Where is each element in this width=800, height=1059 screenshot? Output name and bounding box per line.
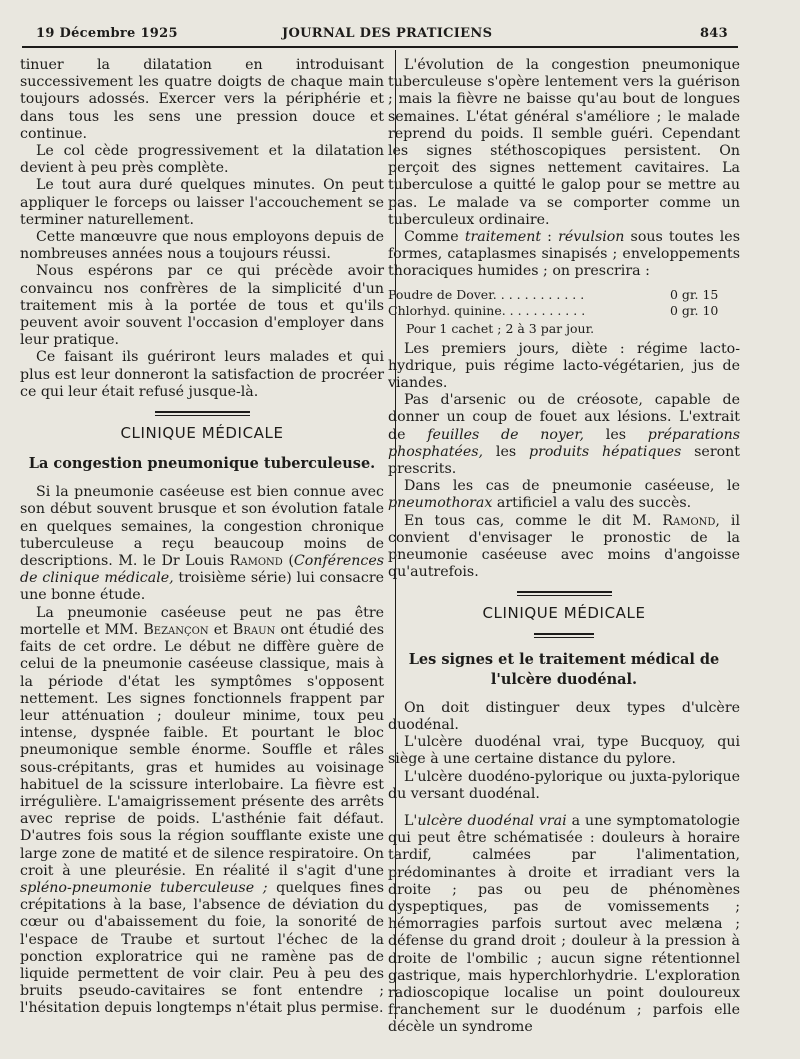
page-header <box>22 26 728 44</box>
text-run: ont étudié des faits de cet ordre. Le début ne diffère guère de celui de la pneumonie caséeuse classique, mais à la période d'état les symptômes s'opposent nettement. Les signes fonctionnels frappent par leur atténuation ; douleur minime, toux peu intense, dyspnée faible. Et pourtant le bloc pneumonique semble énorme. Souffle et râles sous-crépitants, gras et humides au voisinage habituel de la scissure interlobaire. La fièvre est irrégulière. L'amaigrissement présente des arrêts avec reprise de poids. L'asthénie fait défaut. D'autres fois sous la région soufflante existe une large zone de matité et de silence respiratoire. On croit à une pleurésie. En réalité il s'agit d'une <box>20 621 384 879</box>
article-title: La congestion pneumonique tuberculeuse. <box>28 455 376 473</box>
text-run: seront prescrits. <box>388 443 740 478</box>
section-separator <box>155 411 250 416</box>
section-heading: CLINIQUE MÉDICALE <box>482 604 646 623</box>
formula-dose: 0 gr. 10 <box>670 302 719 318</box>
paragraph: Nous espérons par ce qui précède avoir convaincu nos confrères de la simplicité d'un traitement mis à la portée de tous et qu'ils peuvent avoir souvent l'occasion d'employer dans leur pratique. <box>20 263 384 349</box>
author-name: Braun <box>232 621 276 638</box>
text-run: il convient d'envisager le pronostic de la pneumonie caséeuse avec moins d'angoisse qu'autrefois. <box>388 512 740 581</box>
formula-note: Pour 1 cachet ; 2 à 3 par jour. <box>406 320 595 336</box>
paragraph <box>388 478 740 512</box>
prescription-formula <box>388 287 740 337</box>
italic-term: ulcère duodénal vrai <box>417 812 567 829</box>
text-run: les <box>584 426 648 443</box>
paragraph <box>388 392 740 478</box>
header-page-number: 843 <box>699 26 728 41</box>
text-run: et <box>208 621 233 638</box>
section-separator <box>534 633 594 638</box>
left-column <box>20 57 384 1018</box>
paragraph <box>20 484 384 604</box>
formula-dose: 0 gr. 15 <box>670 286 719 302</box>
paragraph: L'ulcère duodénal vrai, type Bucquoy, qui siège à une certaine distance du pylore. <box>388 734 740 768</box>
paragraph: Le col cède progressivement et la dilatation devient à peu près complète. <box>20 143 384 177</box>
paragraph: tinuer la dilatation en introduisant successivement les quatre doigts de chaque main toujours adossés. Exercer vers la périphérie et dans tous les sens une pression douce et continue. <box>20 57 384 142</box>
paragraph <box>388 813 740 1037</box>
text-run: artificiel a valu des succès. <box>492 495 692 512</box>
paragraph: Cette manœuvre que nous employons depuis de nombreuses années nous a toujours réussi. <box>20 229 384 263</box>
text-run: quelques fines crépitations à la base, l'absence de déviation du cœur ou d'abaissement du foie, la sonorité de l'espace de Traube et surtout l'échec de la ponction exploratrice qui ne ramène pas de liquide permettent de voir clair. Peu à peu des bruits pseudo-cavitaires se font entendre ; l'hésitation depuis longtemps n'était plus permise. <box>20 879 384 1017</box>
text-run: : <box>541 229 559 246</box>
paragraph: L'ulcère duodéno-pylorique ou juxta-pylorique du versant duodénal. <box>388 768 740 802</box>
text-run: Si la pneumonie caséeuse est bien connue avec son début souvent brusque et son évolution fatale en quelques semaines, la congestion chronique tuberculeuse a reçu beaucoup moins de descriptions. M. le Dr Louis <box>20 484 384 570</box>
paragraph: Le tout aura duré quelques minutes. On peut appliquer le forceps ou laisser l'accouchement se terminer naturellement. <box>20 177 384 228</box>
section-separator <box>517 591 612 596</box>
italic-term: pneumothorax <box>388 495 493 512</box>
paragraph: On doit distinguer deux types d'ulcère duodénal. <box>388 699 740 733</box>
paragraph <box>388 513 740 582</box>
italic-reference: Conférences de clinique médicale, <box>20 553 385 587</box>
paragraph: Les premiers jours, diète : régime lacto-hydrique, puis régime lacto-végétarien, jus de viandes. <box>388 340 740 392</box>
formula-ingredient: Chlorhyd. quinine. . . . . . . . . . . <box>388 302 586 318</box>
italic-term: révulsion <box>558 229 625 246</box>
paragraph <box>388 229 740 281</box>
text-run: ( <box>282 553 294 570</box>
text-run: a une symptomatologie qui peut être schématisée : douleurs à horaire tardif, calmées par l'alimentation, prédominantes à droite et irradiant vers la droite ; pas ou peu de phénomènes dyspeptiques, pas de vomissements ; hémorragies parfois surtout avec melæna ; défense du grand droit ; douleur à la pression à droite de l'ombilic ; aucun signe rétentionnel gastrique, mais hyperchlorhydrie. L'exploration radioscopique localise un point douloureux franchement sur le duodénum ; parfois elle décèle un syndrome <box>388 812 741 1036</box>
right-column <box>388 57 740 1037</box>
paragraph <box>20 605 384 1018</box>
text-run: En tous cas, comme le dit M. <box>404 512 663 529</box>
text-run: sous toutes les formes, cataplasmes sinapisés ; enveloppements thoraciques humides ; on prescrira : <box>388 229 740 280</box>
author-name: Ramond, <box>662 512 720 529</box>
author-name: Bezançon <box>143 621 209 638</box>
italic-term: traitement <box>464 229 542 246</box>
italic-term: spléno-pneumonie tuberculeuse ; <box>20 879 268 896</box>
text-run: Dans les cas de pneumonie caséeuse, le <box>404 478 740 495</box>
header-journal-title: JOURNAL DES PRATICIENS <box>282 26 493 41</box>
paragraph: L'évolution de la congestion pneumonique tuberculeuse s'opère lentement vers la guérison ; mais la fièvre ne baisse qu'au bout de longues semaines. L'état général s'améliore ; le malade reprend du poids. Il semble guéri. Cependant les signes stéthoscopiques persistent. On perçoit des signes nettement cavitaires. La tuberculose a quitté le galop pour se mettre au pas. Le malade va se comporter comme un tuberculeux ordinaire. <box>388 57 740 228</box>
italic-term: produits hépatiques <box>529 443 682 460</box>
author-name: Ramond <box>229 553 283 570</box>
text-run: La pneumonie caséeuse peut ne pas être mortelle et MM. <box>20 604 384 638</box>
text-run: Comme <box>404 229 465 246</box>
italic-term: feuilles de noyer, <box>427 426 585 443</box>
section-heading: CLINIQUE MÉDICALE <box>120 424 284 443</box>
formula-ingredient: Poudre de Dover. . . . . . . . . . . . <box>388 286 585 302</box>
formula-row <box>388 287 740 303</box>
article-title: Les signes et le traitement médical de l'ulcère duodénal. <box>408 650 720 688</box>
text-run: troisième série) lui consacre une bonne étude. <box>20 570 384 604</box>
italic-term: préparations phosphatées, <box>388 426 740 460</box>
header-rule <box>22 46 738 48</box>
formula-row <box>388 303 740 319</box>
text-run: Pas d'arsenic ou de créosote, capable de donner un coup de fouet aux lésions. L'extrait de <box>388 392 740 443</box>
text-run: L' <box>404 812 418 829</box>
header-date: 19 Décembre 1925 <box>36 26 178 41</box>
text-run: les <box>483 443 530 460</box>
paragraph: Ce faisant ils guériront leurs malades et qui plus est leur donneront la satisfaction de procréer ce qui leur était refusé jusque-là. <box>20 349 384 400</box>
